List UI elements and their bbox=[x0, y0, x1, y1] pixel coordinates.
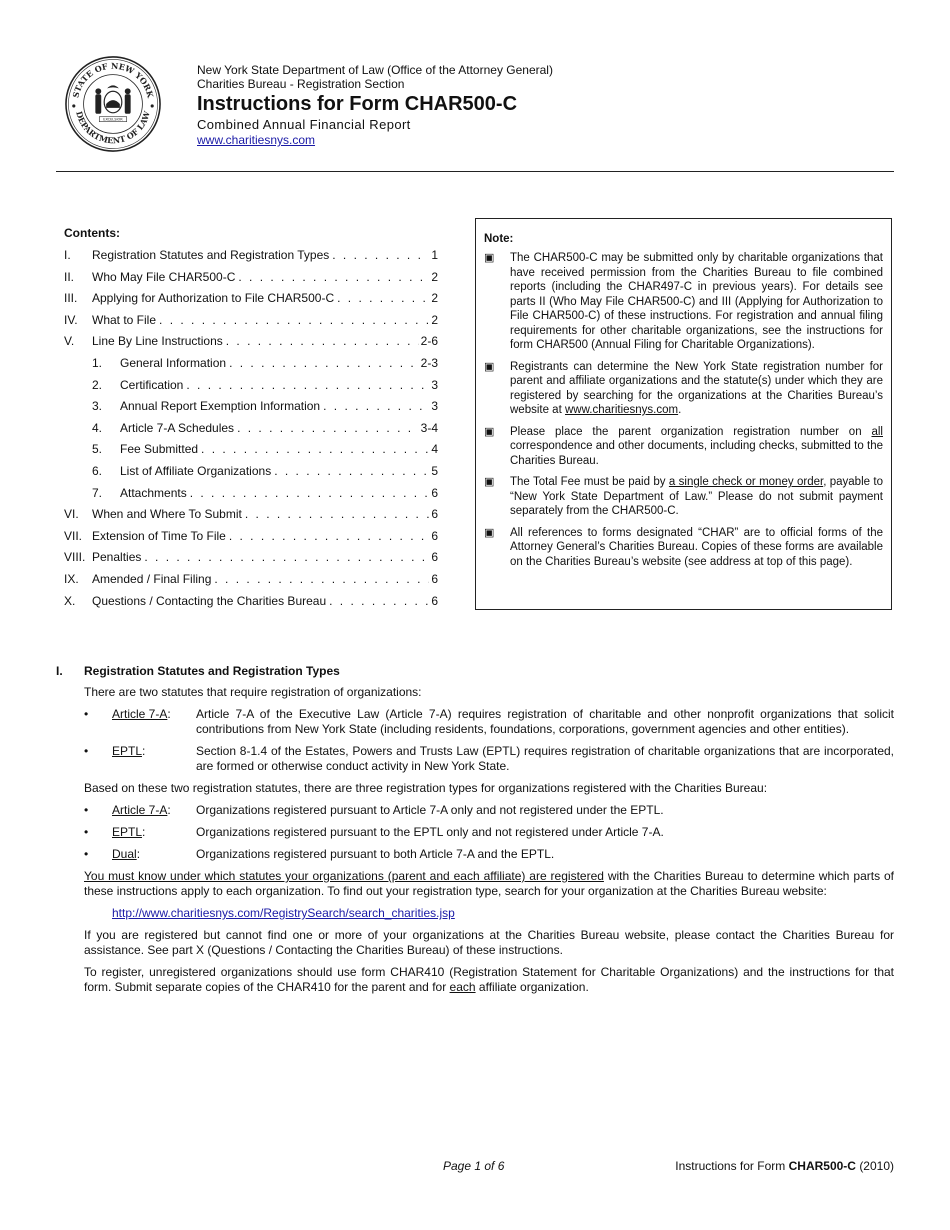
toc-entry[interactable]: VI. When and Where To Submit . . . 6 bbox=[64, 507, 438, 529]
document-header bbox=[197, 63, 553, 148]
statute-item: • Article 7-A: Article 7-A of the Executive Law (Article 7-A) requires registration of charitable and other nonprofit organizations that solicit contributions from New York State (including residents, foundations, corporations, government agencies and other entities). bbox=[84, 707, 894, 736]
toc-subentry[interactable]: 1. General Information . . . 2-3 bbox=[64, 356, 438, 378]
square-bullet-icon: ▣ bbox=[484, 252, 495, 264]
square-bullet-icon: ▣ bbox=[484, 526, 495, 539]
table-of-contents bbox=[64, 226, 438, 615]
note-box bbox=[475, 218, 892, 610]
note-item: ▣ Please place the parent organization registration number on all correspondence and other documents, including checks, submitted to the Charities Bureau. bbox=[484, 425, 883, 467]
note-item: ▣ All references to forms designated “CHAR” are to official forms of the Attorney General’s Charities Bureau. Copies of these forms are available on the Charities Bureau’s website (see address at top of this page). bbox=[484, 526, 883, 568]
toc-heading: Contents: bbox=[64, 226, 120, 240]
statute-item: • EPTL: Section 8-1.4 of the Estates, Powers and Trusts Law (EPTL) requires registration of charitable organizations that are incorporated, are formed or otherwise conduct activity in New York State. bbox=[84, 744, 894, 773]
note-heading: Note: bbox=[484, 233, 514, 245]
toc-entry[interactable]: IV. What to File . . . 2 bbox=[64, 313, 438, 335]
registration-type-item: • EPTL: Organizations registered pursuant to the EPTL only and not registered under Article 7-A. bbox=[84, 825, 664, 839]
section-registration-statutes bbox=[56, 664, 894, 1002]
website-link[interactable]: www.charitiesnys.com bbox=[564, 404, 679, 416]
toc-subentry[interactable]: 7. Attachments . . . 6 bbox=[64, 486, 438, 508]
note-item: ▣ Registrants can determine the New York State registration number for parent and affiliate organizations and the statute(s) under which they are registered by searching for the organizations at the Charities Bureau’s website at www.charitiesnys.com. bbox=[484, 360, 883, 416]
section-heading: I. Registration Statutes and Registration Types bbox=[56, 664, 340, 678]
toc-subentry[interactable]: 5. Fee Submitted . . . 4 bbox=[64, 442, 438, 464]
bureau-name: Charities Bureau - Registration Section bbox=[197, 77, 405, 91]
registry-search-link[interactable]: http://www.charitiesnys.com/RegistrySearch/search_charities.jsp bbox=[112, 906, 455, 920]
register-paragraph: To register, unregistered organizations should use form CHAR410 (Registration Statement for Charitable Organizations) and the instructions for that form. Submit separate copies of the CHAR410 for the parent and for each affiliate organization. bbox=[84, 965, 894, 994]
toc-entry[interactable]: IX. Amended / Final Filing . . . 6 bbox=[64, 572, 438, 594]
toc-entry[interactable]: II. Who May File CHAR500-C . . . 2 bbox=[64, 270, 438, 292]
department-of-law-seal bbox=[64, 55, 162, 153]
toc-entry[interactable]: VIII. Penalties . . . 6 bbox=[64, 550, 438, 572]
svg-text:STATE OF NEW YORK: STATE OF NEW YORK bbox=[70, 60, 156, 99]
note-item: ▣ The CHAR500-C may be submitted only by charitable organizations that have received permission from the Charities Bureau to file combined reports (including the CHAR497-C in previous years). For details see parts II (Who May File CHAR500-C) and III (Applying for Authorization to File CHAR500-C) of these instructions. For registration and annual filing requirements for other charitable organizations, see the instructions for form CHAR500 (Annual Filing for Charitable Organizations). bbox=[484, 252, 883, 351]
header-divider bbox=[56, 171, 894, 172]
toc-subentry[interactable]: 6. List of Affiliate Organizations . . . 5 bbox=[64, 464, 438, 486]
note-item: ▣ The Total Fee must be paid by a single check or money order, payable to “New York State Department of Law.” Please do not submit payment separately from the CHAR500-C. bbox=[484, 476, 883, 517]
svg-text:DEPARTMENT OF LAW: DEPARTMENT OF LAW bbox=[74, 109, 152, 146]
footer-form-label: Instructions for Form CHAR500-C (2010) bbox=[675, 1159, 894, 1173]
registration-type-item: • Article 7-A: Organizations registered pursuant to Article 7-A only and not registered under the EPTL. bbox=[84, 803, 664, 817]
page-number: Page 1 of 6 bbox=[443, 1159, 505, 1173]
toc-entry[interactable]: V. Line By Line Instructions . . . 2-6 bbox=[64, 334, 438, 356]
square-bullet-icon: ▣ bbox=[484, 360, 495, 373]
not-found-paragraph: If you are registered but cannot find one or more of your organizations at the Charities Bureau website, please contact the Charities Bureau for assistance. See part X (Questions / Contacting the Charities Bureau) of these instructions. bbox=[84, 928, 894, 957]
square-bullet-icon: ▣ bbox=[484, 425, 495, 438]
toc-subentry[interactable]: 3. Annual Report Exemption Information . . . 3 bbox=[64, 399, 438, 421]
toc-entry[interactable]: X. Questions / Contacting the Charities Bureau . . . 6 bbox=[64, 594, 438, 616]
toc-entry[interactable]: III. Applying for Authorization to File CHAR500-C . . . 2 bbox=[64, 291, 438, 313]
page-title: Instructions for Form CHAR500-C bbox=[197, 93, 518, 115]
square-bullet-icon: ▣ bbox=[484, 476, 495, 488]
types-intro: Based on these two registration statutes, there are three registration types for organizations registered with the Charities Bureau: bbox=[84, 781, 768, 795]
toc-entry[interactable]: VII. Extension of Time To File . . . 6 bbox=[64, 529, 438, 551]
toc-entry[interactable]: I. Registration Statutes and Registration Types . . . 1 bbox=[64, 248, 438, 270]
agency-name: New York State Department of Law (Office of the Attorney General) bbox=[197, 63, 553, 77]
toc-subentry[interactable]: 4. Article 7-A Schedules . . . 3-4 bbox=[64, 421, 438, 443]
must-know-paragraph: You must know under which statutes your organizations (parent and each affiliate) are registered with the Charities Bureau to determine which parts of these instructions apply to each organization. To find out your registration type, search for your organization at the Charities Bureau website: bbox=[84, 869, 895, 898]
page-subtitle: Combined Annual Financial Report bbox=[197, 117, 411, 132]
toc-subentry[interactable]: 2. Certification . . . 3 bbox=[64, 378, 438, 400]
intro-paragraph: There are two statutes that require registration of organizations: bbox=[84, 685, 422, 699]
website-link[interactable]: www.charitiesnys.com bbox=[197, 133, 316, 147]
svg-text:EXCELSIOR: EXCELSIOR bbox=[103, 117, 123, 122]
registration-type-item: • Dual: Organizations registered pursuant to both Article 7-A and the EPTL. bbox=[84, 847, 555, 861]
